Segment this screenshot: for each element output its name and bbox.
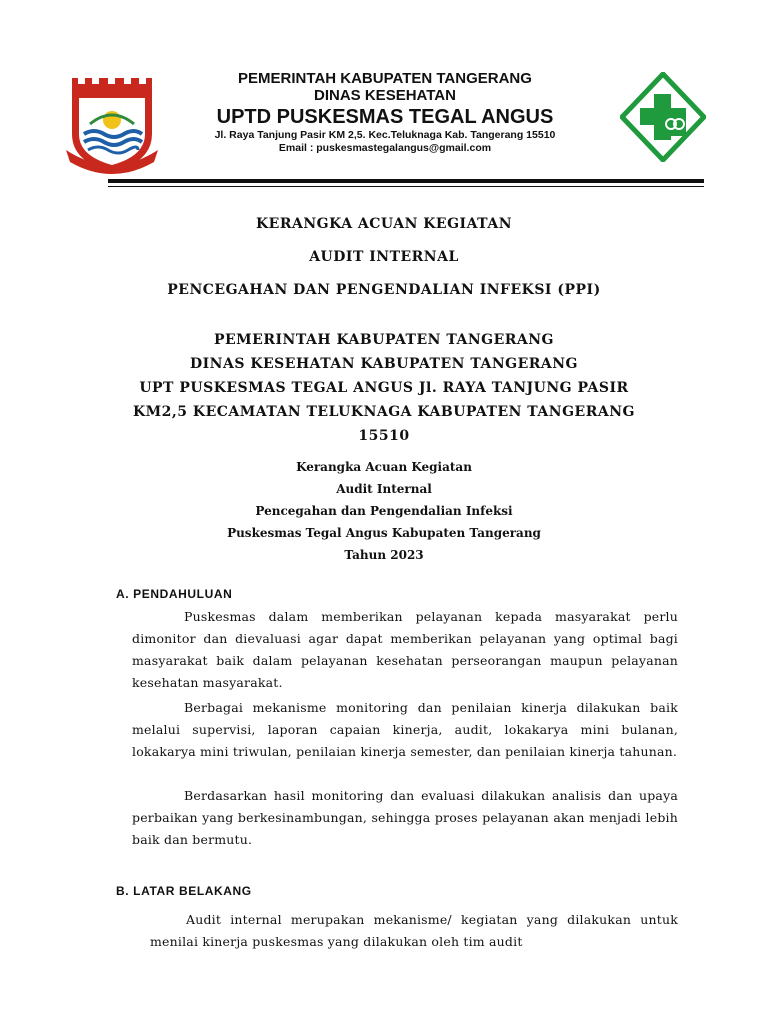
letterhead-text [180,70,590,155]
document-title [0,212,768,311]
section-b-heading: B. LATAR BELAKANG [116,884,252,898]
section-a-paragraph-2 [132,697,678,763]
government-block [0,328,768,448]
letterhead-department: DINAS KESEHATAN [314,87,456,104]
section-a-paragraph-3 [132,785,678,851]
section-a-heading: A. PENDAHULUAN [116,587,233,601]
letterhead-institution: UPTD PUSKESMAS TEGAL ANGUS [216,106,554,128]
gov-line-4: KM2,5 KECAMATAN TELUKNAGA KABUPATEN TANGERANG [133,404,635,420]
title-line-2: AUDIT INTERNAL [309,249,459,265]
section-b-text-1: Audit internal merupakan mekanisme/ kegiatan yang dilakukan untuk menilai kinerja puskesmas yang dilakukan oleh tim audit [150,912,678,949]
letterhead [0,0,768,190]
letterhead-government: PEMERINTAH KABUPATEN TANGERANG [238,70,532,87]
letterhead-divider-thin [108,186,704,187]
section-b-paragraph-1 [150,909,678,953]
subtitle-line-1: Kerangka Acuan Kegiatan [296,460,472,474]
gov-line-3: UPT PUSKESMAS TEGAL ANGUS Jl. RAYA TANJUNG PASIR [139,380,629,396]
letterhead-email: Email : puskesmastegalangus@gmail.com [278,142,492,154]
subtitle-line-5: Tahun 2023 [344,548,424,562]
section-a-text-2: Berbagai mekanisme monitoring dan penilaian kinerja dilakukan baik melalui supervisi, laporan capaian kinerja, audit, lokakarya mini bulanan, lokakarya mini triwulan, penilaian kinerja semester, dan penilaian kinerja tahunan. [132,700,678,759]
subtitle-line-4: Puskesmas Tegal Angus Kabupaten Tangerang [227,526,541,540]
title-line-1: KERANGKA ACUAN KEGIATAN [256,216,512,232]
title-line-3: PENCEGAHAN DAN PENGENDALIAN INFEKSI (PPI) [167,282,601,298]
subtitle-block [0,456,768,566]
subtitle-line-3: Pencegahan dan Pengendalian Infeksi [255,504,513,518]
kabupaten-tangerang-logo [64,76,160,176]
gov-line-1: PEMERINTAH KABUPATEN TANGERANG [213,332,555,348]
section-a-text-1: Puskesmas dalam memberikan pelayanan kepada masyarakat perlu dimonitor dan dievaluasi agar dapat memberikan pelayanan yang optimal bagi masyarakat baik dalam pelayanan kesehatan perseorangan maupun pelayanan kesehatan masyarakat. [132,609,678,690]
letterhead-address: Jl. Raya Tanjung Pasir KM 2,5. Kec.Teluknaga Kab. Tangerang 15510 [214,129,556,141]
letterhead-divider-thick [108,179,704,183]
puskesmas-logo [620,72,706,162]
section-a-paragraph-1 [132,606,678,694]
section-a-text-3: Berdasarkan hasil monitoring dan evaluasi dilakukan analisis dan upaya perbaikan yang berkesinambungan, sehingga proses pelayanan akan menjadi lebih baik dan bermutu. [132,788,678,847]
gov-line-2: DINAS KESEHATAN KABUPATEN TANGERANG [189,356,579,372]
subtitle-line-2: Audit Internal [336,482,432,496]
gov-line-5: 15510 [358,428,410,444]
